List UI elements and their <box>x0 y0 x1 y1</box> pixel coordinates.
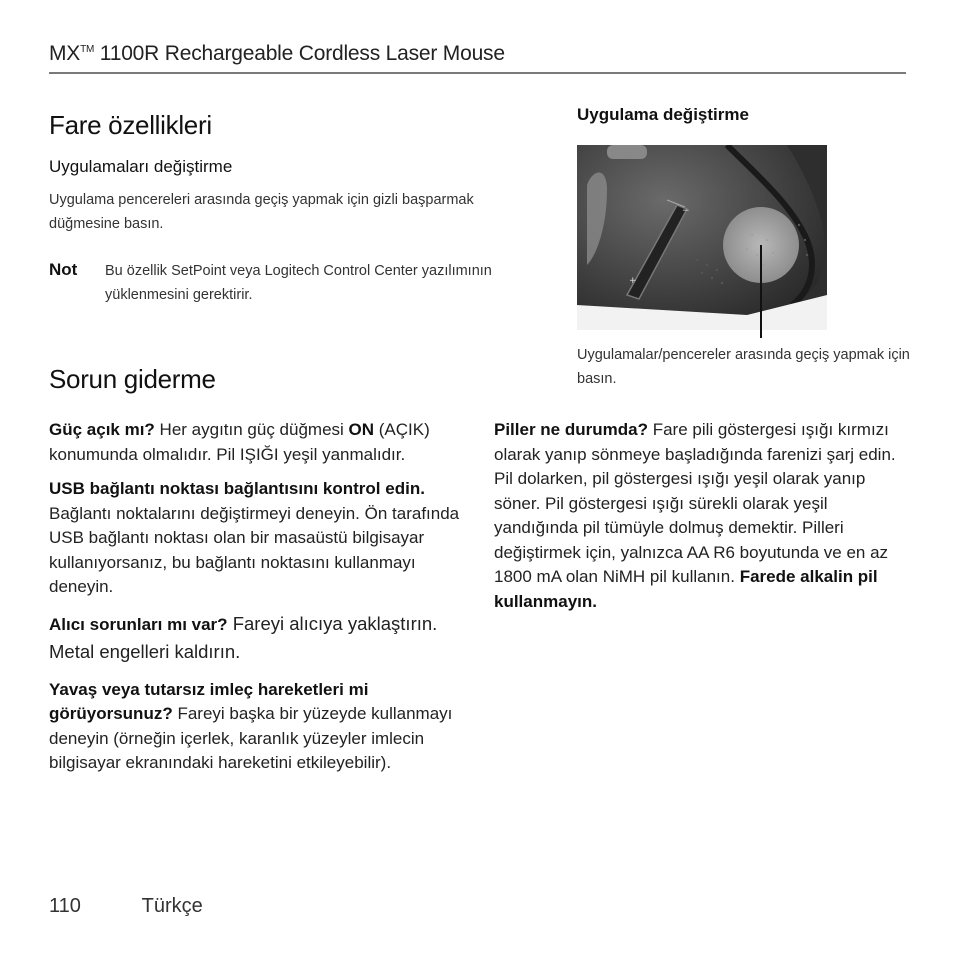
page-number: 110 <box>49 895 81 917</box>
item-question: Piller ne durumda? <box>494 420 648 439</box>
figure-title: Uygulama değiştirme <box>577 105 749 124</box>
svg-text:−: − <box>682 206 690 216</box>
item-answer: Fareyi başka bir yüzeyde kullanmayı deneyin (örneğin içerlek, karanlık yüzeyler imlecin bilgisayar ekranındaki hareketini etkileyebilir). <box>49 704 453 772</box>
mouse-thumb-button-illustration <box>577 145 827 330</box>
item-question: Yavaş veya tutarsız imleç hareketleri mi görüyorsunuz? <box>49 679 369 723</box>
note-label: Not <box>49 260 78 279</box>
item-answer-tail: (AÇIK) konumunda olmalıdır. Pil IŞIĞI yeşil yanmalıdır. <box>49 420 430 464</box>
document-header <box>49 42 505 66</box>
item-answer-bold: Farede alkalin pil kullanmayın. <box>494 567 878 611</box>
item-answer: Fareyi alıcıya yaklaştırın. Metal engelleri kaldırın. <box>49 612 438 662</box>
item-answer: Her aygıtın güç düğmesi <box>154 420 349 439</box>
figure-caption: Uygulamalar/pencereler arasında geçiş yapmak için basın. <box>577 347 910 387</box>
item-answer: Fare pili göstergesi ışığı kırmızı olarak yanıp sönmeye başladığında farenizi şarj edin. Pil dolarken, pil göstergesi ışığı yeşil olarak yanıp söner. Pil göstergesi ışığı sürekli olarak yeşil yandığında pil tümüyle dolmuş demektir. Pilleri değiştirmek için, yalnızca AA R6 boyutunda ve en az 1800 mA olan NiMH pil kullanın. <box>494 420 896 586</box>
troubleshooting-item <box>49 418 464 467</box>
features-subheading: Uygulamaları değiştirme <box>49 157 233 176</box>
troubleshooting-left-column <box>49 418 464 776</box>
troubleshooting-item <box>494 418 912 614</box>
troubleshooting-right-column <box>494 418 912 614</box>
svg-text:+: + <box>629 276 637 286</box>
troubleshooting-item <box>49 477 464 600</box>
features-description: Uygulama pencereleri arasında geçiş yapmak için gizli başparmak düğmesine basın. <box>49 192 474 232</box>
header-rule <box>49 72 906 74</box>
item-question: USB bağlantı noktası bağlantısını kontrol edin. <box>49 479 425 498</box>
page-language: Türkçe <box>141 895 203 917</box>
item-answer-bold: ON <box>348 420 375 439</box>
mouse-illustration-icon <box>577 145 827 330</box>
item-question: Güç açık mı? <box>49 420 155 439</box>
callout-leader-line <box>760 305 762 338</box>
page-footer <box>49 895 203 918</box>
troubleshooting-item <box>49 610 464 666</box>
note-text: Bu özellik SetPoint veya Logitech Control Center yazılımının yüklenmesini gerektirir. <box>105 263 492 303</box>
troubleshooting-heading: Sorun giderme <box>49 364 216 394</box>
header-title-rest: 1100R Rechargeable Cordless Laser Mouse <box>99 42 505 65</box>
item-question: Alıcı sorunları mı var? <box>49 614 228 634</box>
troubleshooting-item <box>49 678 464 776</box>
item-answer: Bağlantı noktalarını değiştirmeyi deneyin. Ön tarafında USB bağlantı noktası olan bir masaüstü bilgisayar kullanıyorsanız, bu bağlantı noktasını kullanmayı deneyin. <box>49 503 460 596</box>
header-title-main: MX <box>49 42 81 65</box>
trademark-mark: TM <box>80 44 95 55</box>
features-heading: Fare özellikleri <box>49 110 212 140</box>
